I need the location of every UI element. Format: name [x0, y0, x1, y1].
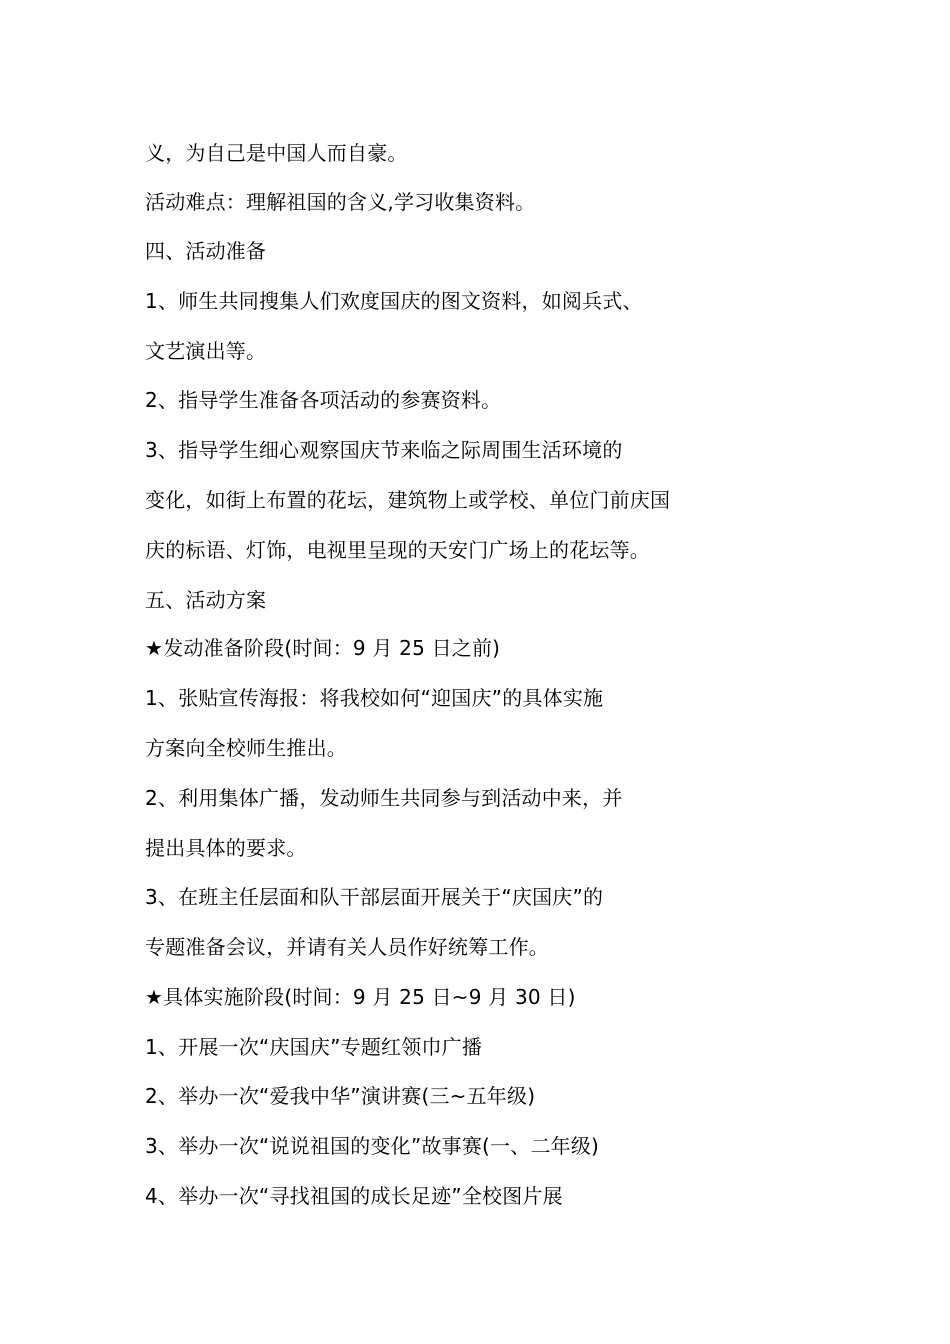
- text-line: 3、举办一次“说说祖国的变化”故事赛(一、二年级): [145, 1134, 600, 1158]
- text-line: 变化，如街上布置的花坛，建筑物上或学校、单位门前庆国: [145, 488, 671, 512]
- text-line: 庆的标语、灯饰，电视里呈现的天安门广场上的花坛等。: [145, 538, 650, 562]
- text-line: 专题准备会议，并请有关人员作好统筹工作。: [145, 935, 549, 959]
- text-line: 2、举办一次“爱我中华”演讲赛(三~五年级): [145, 1084, 536, 1108]
- text-line: 1、张贴宣传海报：将我校如何“迎国庆”的具体实施: [145, 686, 604, 710]
- text-line: 活动难点：理解祖国的含义,学习收集资料。: [145, 190, 536, 214]
- text-line: 义，为自己是中国人而自豪。: [145, 141, 408, 165]
- text-line: 3、指导学生细心观察国庆节来临之际周围生活环境的: [145, 438, 623, 462]
- text-line: 2、利用集体广播，发动师生共同参与到活动中来，并: [145, 786, 623, 810]
- section-heading: 四、活动准备: [145, 239, 267, 263]
- text-line: 文艺演出等。: [145, 339, 267, 363]
- text-line: 3、在班主任层面和队干部层面开展关于“庆国庆”的: [145, 885, 604, 909]
- phase-heading: ★具体实施阶段(时间：9 月 25 日~9 月 30 日): [145, 985, 576, 1009]
- text-line: 1、开展一次“庆国庆”专题红领巾广播: [145, 1035, 483, 1059]
- section-heading: 五、活动方案: [145, 588, 267, 612]
- text-line: 1、师生共同搜集人们欢度国庆的图文资料，如阅兵式、: [145, 289, 643, 313]
- text-line: 4、举办一次“寻找祖国的成长足迹”全校图片展: [145, 1184, 563, 1208]
- text-line: 提出具体的要求。: [145, 836, 307, 860]
- phase-heading: ★发动准备阶段(时间：9 月 25 日之前): [145, 636, 501, 660]
- text-line: 2、指导学生准备各项活动的参赛资料。: [145, 388, 502, 412]
- text-line: 方案向全校师生推出。: [145, 736, 347, 760]
